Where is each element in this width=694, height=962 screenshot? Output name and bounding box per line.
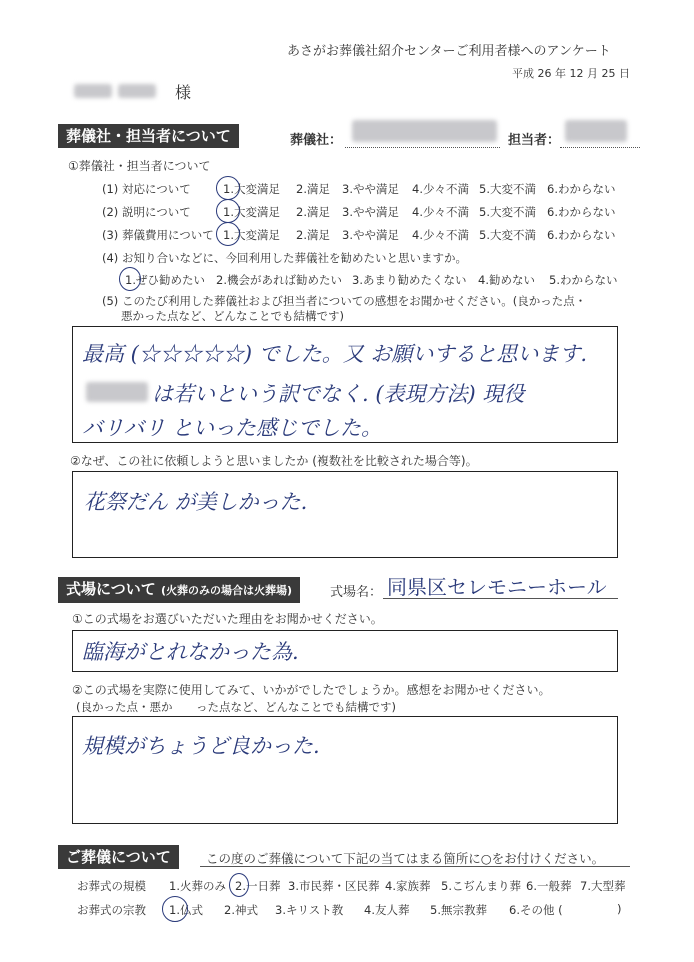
q4-option-5[interactable]: 5.わからない	[549, 273, 618, 287]
venue-answer1-text: 臨海がとれなかった為.	[82, 640, 299, 664]
choice-satisfied[interactable]: 2.満足	[296, 228, 330, 242]
survey-date: 平成 26 年 12 月 25 日	[512, 67, 630, 80]
venue-heading-text: 式場について	[66, 580, 156, 598]
staff-label: 担当者：	[508, 133, 561, 148]
selection-circle	[229, 873, 249, 897]
scale-option-3[interactable]: 3.市民葬・区民葬	[288, 879, 380, 893]
choice-somewhat-dissatisfied[interactable]: 4.少々不満	[412, 182, 469, 196]
q4-option-3[interactable]: 3.あまり勧めたくない	[352, 273, 467, 287]
answer5-line3: バリバリ といった感じでした。	[82, 416, 383, 440]
scale-option-5[interactable]: 5.こぢんまり葬	[441, 879, 521, 893]
venue-q2-sub-b: った点など、どんなことでも結構です)	[196, 700, 396, 714]
honorific: 様	[175, 83, 192, 102]
q5-text-line2: 悪かった点など、どんなことでも結構です)	[121, 309, 344, 323]
venue-name: 同県区セレモニーホール	[387, 575, 607, 599]
venue-underline	[383, 598, 618, 599]
funeral-instruction: この度のご葬儀について下記の当てはまる箇所に○をお付けください。	[206, 851, 605, 866]
venue-q1-text: ①この式場をお選びいただいた理由をお聞かせください。	[72, 612, 383, 626]
scale-option-7[interactable]: 7.大型葬	[580, 879, 626, 893]
staff-underline	[560, 147, 640, 148]
religion-label: お葬式の宗教	[77, 903, 146, 917]
choice-somewhat-satisfied[interactable]: 3.やや満足	[342, 182, 399, 196]
q5-text-line1: (5) このたび利用した葬儀社および担当者についての感想をお聞かせください。(良かった点・	[102, 294, 587, 308]
religion-option-4[interactable]: 4.友人葬	[364, 903, 410, 917]
choice-satisfied[interactable]: 2.満足	[296, 205, 330, 219]
answer5-line2: は若いという訳でなく. (表現方法) 現役	[152, 382, 525, 406]
venue-heading-note: (火葬のみの場合は火葬場)	[160, 584, 292, 597]
venue-q2-sub-a: (良かった点・悪か	[76, 700, 173, 714]
section-heading-funeral-company: 葬儀社・担当者について	[58, 124, 239, 148]
q4-option-2[interactable]: 2.機会があれば勧めたい	[216, 273, 342, 287]
rating-row-label: (2) 説明について	[102, 205, 191, 219]
choice-very-satisfied[interactable]: 1.大変満足	[223, 182, 280, 196]
answer5-line1: 最高 (☆☆☆☆☆) でした。又 お願いすると思います.	[82, 342, 588, 366]
section-heading-venue	[58, 577, 300, 603]
venue-answer2-text: 規模がちょうど良かった.	[82, 734, 320, 758]
choice-somewhat-dissatisfied[interactable]: 4.少々不満	[412, 205, 469, 219]
q1-title: ①葬儀社・担当者について	[68, 159, 211, 173]
selection-circle	[162, 896, 188, 922]
survey-title: あさがお葬儀社紹介センターご利用者様へのアンケート	[287, 44, 611, 59]
choice-very-dissatisfied[interactable]: 5.大変不満	[479, 205, 536, 219]
q4-option-1[interactable]: 1.ぜひ勧めたい	[125, 273, 205, 287]
religion-option-5[interactable]: 5.無宗教葬	[430, 903, 487, 917]
religion-option-6-close: )	[617, 902, 622, 916]
venue-label: 式場名：	[330, 585, 383, 600]
choice-very-satisfied[interactable]: 1.大変満足	[223, 228, 280, 242]
q2-text: ②なぜ、この社に依頼しようと思いましたか (複数社を比較された場合等)。	[70, 454, 478, 468]
choice-unknown[interactable]: 6.わからない	[547, 228, 616, 242]
selection-circle	[119, 267, 141, 291]
scale-option-4[interactable]: 4.家族葬	[385, 879, 431, 893]
religion-option-6[interactable]: 6.その他 (	[509, 903, 563, 917]
selection-circle	[216, 176, 240, 200]
choice-very-dissatisfied[interactable]: 5.大変不満	[479, 228, 536, 242]
redacted-company	[352, 120, 497, 142]
selection-circle	[216, 222, 240, 246]
company-label: 葬儀社：	[290, 133, 343, 148]
religion-option-2[interactable]: 2.神式	[224, 903, 258, 917]
scale-label: お葬式の規模	[77, 879, 146, 893]
choice-satisfied[interactable]: 2.満足	[296, 182, 330, 196]
redacted-staff	[565, 120, 627, 142]
religion-option-1[interactable]: 1.仏式	[169, 903, 203, 917]
choice-unknown[interactable]: 6.わからない	[547, 205, 616, 219]
instruction-underline	[200, 866, 630, 867]
choice-very-satisfied[interactable]: 1.大変満足	[223, 205, 280, 219]
selection-circle	[216, 199, 240, 223]
section-heading-funeral: ご葬儀について	[58, 845, 179, 869]
scale-option-1[interactable]: 1.火葬のみ	[169, 879, 226, 893]
rating-row-label: (3) 葬儀費用について	[102, 228, 214, 242]
choice-somewhat-satisfied[interactable]: 3.やや満足	[342, 228, 399, 242]
q4-text: (4) お知り合いなどに、今回利用した葬儀社を勧めたいと思いますか。	[102, 251, 467, 265]
redacted-staff-name	[86, 382, 148, 402]
choice-unknown[interactable]: 6.わからない	[547, 182, 616, 196]
rating-row-label: (1) 対応について	[102, 182, 191, 196]
choice-somewhat-satisfied[interactable]: 3.やや満足	[342, 205, 399, 219]
scale-option-2[interactable]: 2.一日葬	[235, 879, 281, 893]
venue-q2-text: ②この式場を実際に使用してみて、いかがでしたでしょうか。感想をお聞かせください。	[72, 683, 551, 697]
scale-option-6[interactable]: 6.一般葬	[526, 879, 572, 893]
choice-very-dissatisfied[interactable]: 5.大変不満	[479, 182, 536, 196]
answer2-text: 花祭だん が美しかった.	[84, 490, 308, 514]
religion-option-3[interactable]: 3.キリスト教	[275, 903, 344, 917]
redacted-name-1	[74, 84, 112, 98]
company-underline	[345, 147, 500, 148]
redacted-name-2	[118, 84, 156, 98]
q4-option-4[interactable]: 4.勧めない	[478, 273, 535, 287]
choice-somewhat-dissatisfied[interactable]: 4.少々不満	[412, 228, 469, 242]
